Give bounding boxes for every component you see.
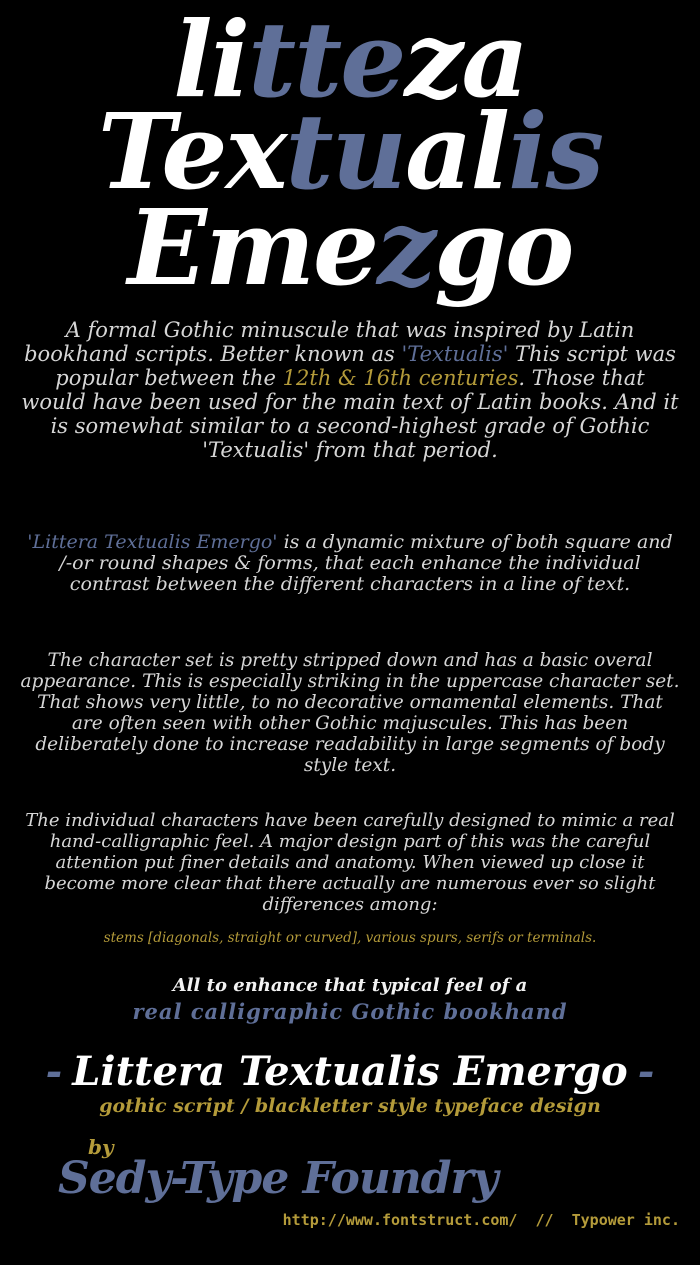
foundry-name: Sedy-Type Foundry (58, 1153, 498, 1204)
hero-fragment-accent: is (508, 90, 603, 213)
hero-fragment: al (405, 90, 509, 213)
lead-highlight: real calligraphic Gothic bookhand (132, 999, 568, 1024)
credit-by: by (88, 1135, 114, 1159)
hero-fragment: za (404, 0, 527, 121)
charset-paragraph: The character set is pretty stripped down and has a basic overal appearance. This is especially striking in the uppercase character set. That shows very little, to no decorative ornamental elements. That are often seen with other Gothic majuscules. This has been deliberately done to increase readability in large segments of body style text. (20, 650, 680, 776)
hero-title-line-3 (0, 186, 700, 309)
typeface-subtitle: gothic script / blackletter style typeface design (99, 1095, 601, 1117)
hero-fragment-accent: tte (248, 0, 405, 121)
typeface-title (0, 1048, 700, 1096)
hero-fragment: go (434, 186, 573, 309)
title-dash-right: - (637, 1048, 655, 1095)
footer-url: http://www.fontstruct.com/ // Typower inc. (282, 1211, 680, 1229)
hero-fragment: Eme (127, 186, 378, 309)
intro-text: This script was popular between the (55, 342, 676, 390)
design-paragraph: The individual characters have been carefully designed to mimic a real hand-calligraphic feel. A major design part of this was the careful attention put finer details and anatomy. When viewed up close it become more clear that there actually are numerous ever so slight differences among: (25, 810, 675, 915)
intro-paragraph (20, 318, 680, 462)
hero-fragment: li (173, 0, 249, 121)
centuries-highlight: 12th & 16th centuries (282, 366, 519, 390)
mixture-text: is a dynamic mixture of both square and /-or round shapes & forms, that each enhance the individual contrast between the different characters in a line of text. (59, 531, 673, 595)
mixture-paragraph (20, 532, 680, 595)
intro-text: A formal Gothic minuscule that was inspired by Latin bookhand scripts. Better known as (24, 318, 635, 366)
hero-fragment-accent: z (377, 186, 435, 309)
hero-fragment: Tex (97, 90, 286, 213)
typeface-name-highlight: 'Littera Textualis Emergo' (27, 531, 278, 553)
textualis-quote: 'Textualis' (401, 342, 509, 366)
design-note: stems [diagonals, straight or curved], various spurs, serifs or terminals. (103, 930, 597, 946)
hero-fragment-accent: tu (285, 90, 406, 213)
title-name: Littera Textualis Emergo (72, 1048, 628, 1095)
intro-text: . Those that would have been used for the main text of Latin books. And it is somewhat similar to a second-highest grade of Gothic 'Textualis' from that period. (21, 366, 679, 462)
title-dash-left: - (45, 1048, 63, 1095)
lead-line: All to enhance that typical feel of a (172, 975, 528, 996)
